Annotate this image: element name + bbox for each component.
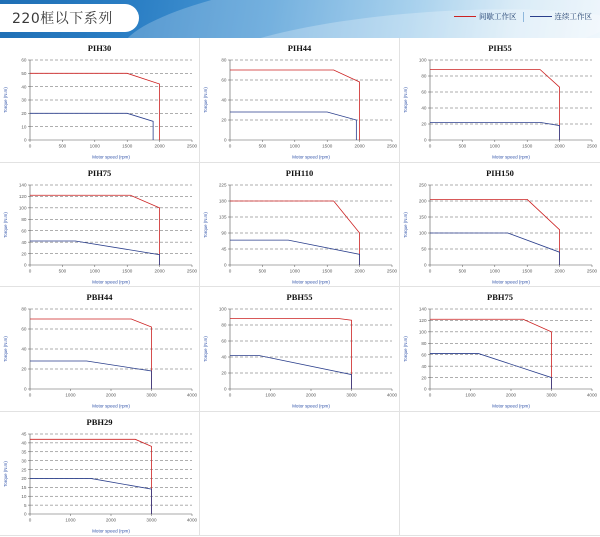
svg-text:2000: 2000: [554, 268, 565, 273]
svg-text:80: 80: [421, 73, 427, 79]
svg-text:0: 0: [423, 386, 427, 392]
chart-plot-area: [0, 179, 200, 287]
chart-plot-area: [400, 303, 600, 411]
svg-text:30: 30: [21, 457, 27, 463]
svg-text:60: 60: [221, 338, 227, 344]
svg-text:0: 0: [428, 392, 432, 398]
svg-text:180: 180: [218, 198, 227, 204]
svg-text:4000: 4000: [186, 517, 198, 522]
svg-text:25: 25: [21, 466, 27, 472]
legend-label-intermittent: 间歇工作区: [479, 12, 517, 21]
svg-text:100: 100: [418, 329, 427, 335]
page-title: 220框以下系列: [12, 11, 113, 27]
chart-cell-pih30: [0, 38, 200, 163]
svg-text:2000: 2000: [154, 143, 165, 149]
svg-text:0: 0: [23, 511, 27, 517]
chart-title: PBH75: [487, 292, 513, 302]
svg-text:1500: 1500: [522, 268, 533, 273]
svg-text:1000: 1000: [489, 143, 500, 149]
chart-cell-pih55: [400, 38, 600, 163]
svg-text:3000: 3000: [146, 392, 157, 398]
svg-text:500: 500: [458, 143, 467, 149]
svg-text:Motor speed (rpm): Motor speed (rpm): [492, 403, 530, 409]
svg-text:1500: 1500: [122, 143, 133, 149]
chart-plot-area: [200, 303, 400, 411]
svg-text:2500: 2500: [386, 268, 398, 273]
svg-text:2000: 2000: [305, 392, 317, 398]
chart-plot-area: [0, 428, 200, 536]
svg-text:80: 80: [421, 340, 427, 346]
svg-text:30: 30: [21, 97, 27, 103]
chart-title: PBH44: [86, 292, 113, 302]
svg-text:Motor speed (rpm): Motor speed (rpm): [492, 279, 530, 284]
svg-text:Torque (N.m): Torque (N.m): [3, 87, 8, 113]
chart-cell-empty: [400, 412, 600, 537]
svg-text:4000: 4000: [386, 392, 398, 398]
svg-text:0: 0: [28, 143, 32, 149]
svg-text:20: 20: [421, 121, 427, 127]
svg-text:0: 0: [23, 386, 27, 392]
svg-text:20: 20: [221, 370, 227, 376]
svg-text:120: 120: [18, 193, 27, 199]
svg-text:2500: 2500: [386, 143, 398, 149]
svg-text:1000: 1000: [489, 268, 500, 273]
svg-text:0: 0: [228, 143, 232, 149]
svg-text:1000: 1000: [265, 392, 276, 398]
chart-title: PBH55: [286, 292, 313, 302]
svg-text:4000: 4000: [186, 392, 198, 398]
svg-text:Torque (N.m): Torque (N.m): [403, 211, 408, 238]
svg-text:120: 120: [418, 318, 427, 324]
chart-title: PIH150: [486, 167, 514, 178]
svg-text:1500: 1500: [122, 268, 133, 273]
svg-text:60: 60: [21, 57, 27, 63]
svg-text:60: 60: [21, 227, 27, 233]
svg-text:60: 60: [421, 352, 427, 358]
svg-text:2000: 2000: [505, 392, 517, 398]
chart-plot-area: [200, 54, 400, 162]
svg-text:2000: 2000: [354, 268, 365, 273]
legend-item-intermittent: [454, 11, 517, 22]
legend-divider: [523, 12, 524, 22]
legend-item-continuous: [530, 11, 593, 22]
svg-text:20: 20: [21, 250, 27, 256]
svg-text:1500: 1500: [322, 268, 333, 273]
svg-text:500: 500: [258, 268, 267, 273]
chart-title: PIH30: [87, 43, 112, 53]
svg-text:0: 0: [23, 262, 27, 268]
chart-cell-pih44: [200, 38, 400, 163]
svg-text:80: 80: [21, 306, 27, 312]
svg-text:1500: 1500: [322, 143, 333, 149]
svg-text:140: 140: [418, 306, 427, 312]
svg-text:Motor speed (rpm): Motor speed (rpm): [292, 403, 330, 409]
svg-text:0: 0: [223, 386, 227, 392]
svg-text:0: 0: [28, 268, 32, 273]
chart-cell-pih110: [200, 163, 400, 288]
svg-text:0: 0: [423, 262, 427, 268]
legend-line-red-icon: [454, 16, 476, 17]
page-title-pill: [0, 4, 139, 32]
svg-text:15: 15: [21, 484, 27, 490]
svg-text:60: 60: [21, 326, 27, 332]
svg-text:2500: 2500: [186, 268, 198, 273]
chart-title: PBH29: [86, 416, 113, 427]
svg-text:500: 500: [458, 268, 467, 273]
svg-text:10: 10: [21, 493, 27, 499]
svg-text:500: 500: [58, 268, 67, 273]
svg-text:3000: 3000: [346, 392, 357, 398]
svg-text:1000: 1000: [65, 392, 76, 398]
svg-text:1000: 1000: [289, 268, 300, 273]
svg-text:Motor speed (rpm): Motor speed (rpm): [292, 279, 330, 284]
svg-text:Motor speed (rpm): Motor speed (rpm): [92, 403, 130, 409]
svg-text:100: 100: [218, 306, 227, 312]
svg-text:Motor speed (rpm): Motor speed (rpm): [92, 279, 130, 284]
chart-plot-area: [0, 54, 200, 162]
svg-text:5: 5: [23, 502, 27, 508]
svg-text:0: 0: [23, 137, 27, 143]
chart-plot-area: [200, 179, 400, 287]
chart-plot-area: [0, 303, 200, 411]
svg-text:0: 0: [223, 137, 227, 143]
svg-text:20: 20: [21, 366, 27, 372]
svg-text:100: 100: [18, 205, 27, 211]
svg-text:1000: 1000: [465, 392, 476, 398]
svg-text:50: 50: [21, 71, 27, 77]
svg-text:4000: 4000: [586, 392, 598, 398]
svg-text:0: 0: [223, 262, 227, 268]
chart-plot-area: [400, 179, 600, 287]
svg-text:40: 40: [21, 84, 27, 90]
svg-text:150: 150: [418, 214, 427, 220]
svg-text:45: 45: [221, 246, 227, 252]
svg-text:3000: 3000: [146, 517, 157, 522]
svg-text:2000: 2000: [554, 143, 565, 149]
svg-text:0: 0: [423, 137, 427, 143]
svg-text:90: 90: [221, 230, 227, 236]
svg-text:40: 40: [21, 440, 27, 446]
svg-text:Motor speed (rpm): Motor speed (rpm): [492, 154, 530, 160]
svg-text:Torque (N.m): Torque (N.m): [203, 211, 208, 238]
svg-text:80: 80: [21, 216, 27, 222]
svg-text:0: 0: [428, 143, 432, 149]
svg-text:0: 0: [28, 392, 32, 398]
svg-text:50: 50: [421, 246, 427, 252]
svg-text:Torque (N.m): Torque (N.m): [403, 336, 408, 362]
svg-text:2500: 2500: [586, 143, 598, 149]
svg-text:20: 20: [421, 375, 427, 381]
svg-text:0: 0: [228, 268, 232, 273]
svg-text:40: 40: [21, 346, 27, 352]
svg-text:60: 60: [221, 77, 227, 83]
svg-text:2500: 2500: [186, 143, 198, 149]
page-header: [0, 0, 600, 38]
svg-text:1000: 1000: [289, 143, 300, 149]
svg-text:20: 20: [21, 111, 27, 117]
svg-text:Torque (N.m): Torque (N.m): [3, 211, 8, 238]
svg-text:20: 20: [21, 475, 27, 481]
svg-text:Torque (N.m): Torque (N.m): [403, 87, 408, 113]
svg-text:40: 40: [221, 354, 227, 360]
svg-text:60: 60: [421, 89, 427, 95]
svg-text:Motor speed (rpm): Motor speed (rpm): [92, 528, 130, 533]
svg-text:0: 0: [228, 392, 232, 398]
svg-text:Torque (N.m): Torque (N.m): [203, 87, 208, 113]
svg-text:Torque (N.m): Torque (N.m): [3, 336, 8, 362]
svg-text:250: 250: [418, 182, 427, 188]
svg-text:0: 0: [28, 517, 32, 522]
svg-text:80: 80: [221, 57, 227, 63]
svg-text:40: 40: [421, 105, 427, 111]
svg-text:2500: 2500: [586, 268, 598, 273]
legend-label-continuous: 连续工作区: [554, 12, 592, 21]
svg-text:500: 500: [58, 143, 67, 149]
svg-text:2000: 2000: [105, 517, 117, 522]
svg-text:Motor speed (rpm): Motor speed (rpm): [92, 154, 130, 160]
svg-text:40: 40: [21, 239, 27, 245]
svg-text:40: 40: [221, 97, 227, 103]
svg-text:1000: 1000: [89, 268, 100, 273]
svg-text:2000: 2000: [154, 268, 165, 273]
chart-grid: [0, 38, 600, 536]
svg-text:1000: 1000: [65, 517, 76, 522]
svg-text:2000: 2000: [105, 392, 117, 398]
chart-cell-pbh75: [400, 287, 600, 412]
legend-line-blue-icon: [530, 16, 552, 17]
chart-cell-pbh44: [0, 287, 200, 412]
svg-text:1500: 1500: [522, 143, 533, 149]
svg-text:0: 0: [428, 268, 432, 273]
svg-text:500: 500: [258, 143, 267, 149]
chart-cell-pbh29: [0, 412, 200, 537]
svg-text:225: 225: [218, 182, 227, 188]
chart-cell-pih150: [400, 163, 600, 288]
svg-text:Motor speed (rpm): Motor speed (rpm): [292, 154, 330, 160]
chart-plot-area: [400, 54, 600, 162]
chart-title: PIH110: [285, 167, 314, 178]
svg-text:1000: 1000: [89, 143, 100, 149]
svg-text:35: 35: [21, 448, 27, 454]
legend: [454, 11, 592, 22]
chart-cell-pbh55: [200, 287, 400, 412]
svg-text:40: 40: [421, 363, 427, 369]
svg-text:200: 200: [418, 198, 427, 204]
svg-text:140: 140: [18, 182, 27, 188]
chart-cell-empty: [200, 412, 400, 537]
svg-text:Torque (N.m): Torque (N.m): [203, 336, 208, 362]
svg-text:3000: 3000: [546, 392, 557, 398]
chart-title: PIH75: [87, 167, 112, 178]
svg-text:80: 80: [221, 322, 227, 328]
svg-text:10: 10: [21, 124, 27, 130]
svg-text:100: 100: [418, 57, 427, 63]
svg-text:45: 45: [21, 431, 27, 437]
chart-title: PIH55: [488, 43, 512, 53]
svg-text:100: 100: [418, 230, 427, 236]
chart-title: PIH44: [287, 43, 312, 53]
svg-text:135: 135: [218, 214, 227, 220]
svg-text:Torque (N.m): Torque (N.m): [3, 460, 8, 487]
chart-cell-pih75: [0, 163, 200, 288]
svg-text:20: 20: [221, 117, 227, 123]
svg-text:2000: 2000: [354, 143, 365, 149]
